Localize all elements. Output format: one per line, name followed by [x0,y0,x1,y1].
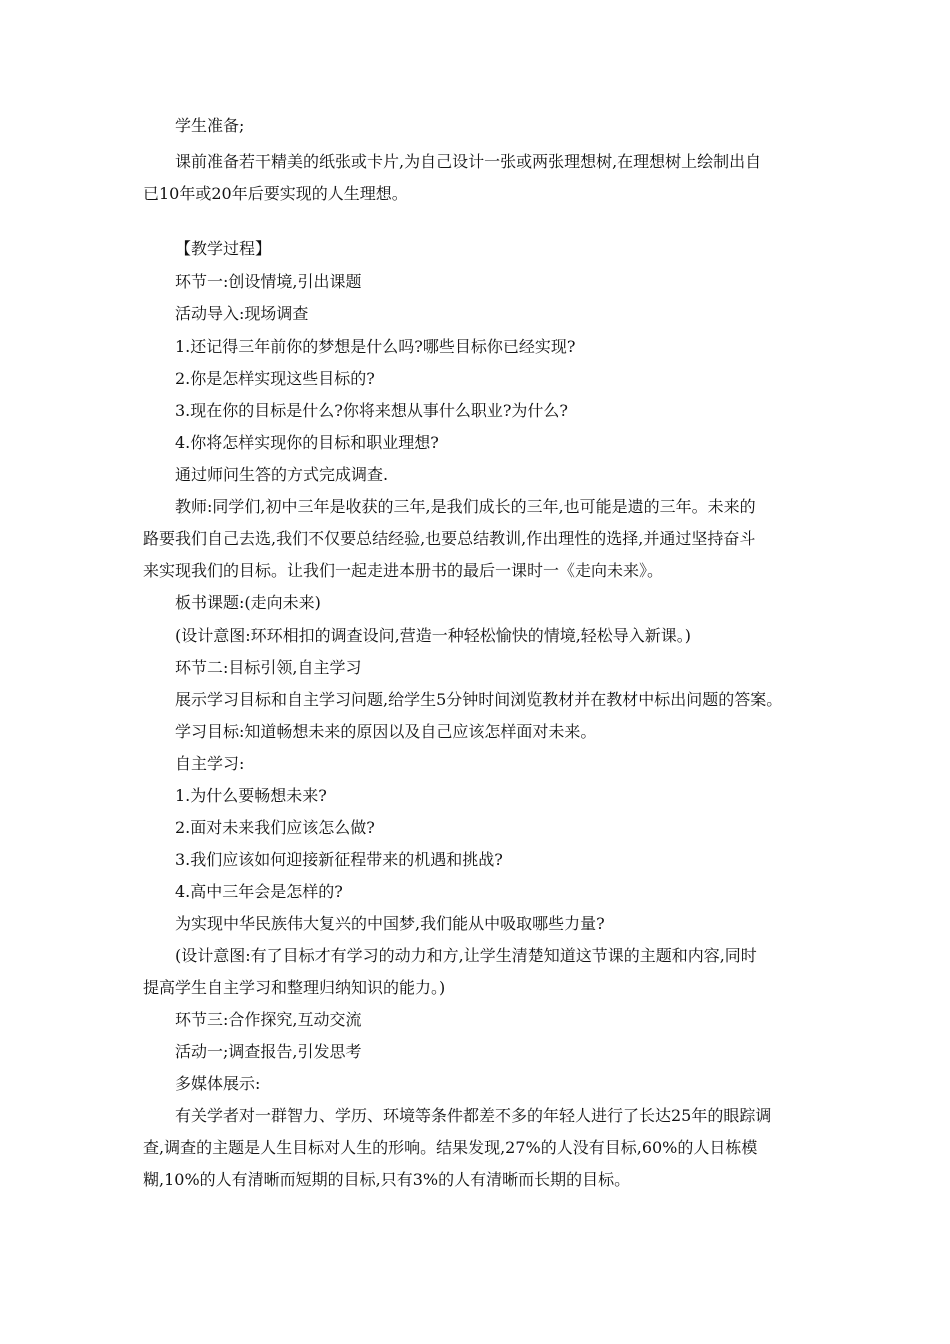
paragraph-line: 路要我们自己去选,我们不仅要总结经验,也要总结教训,作出理性的选择,并通过坚持奋斗 [143,529,756,548]
list-item: 3.现在你的目标是什么?你将来想从事什么职业?为什么? [175,401,569,420]
design-note: (设计意图:环环相扣的调查设问,营造一种轻松愉快的情境,轻松导入新课。) [175,626,692,645]
paragraph-line: 通过师问生答的方式完成调查. [175,465,389,484]
paragraph-line: 学习目标:知道畅想未来的原因以及自己应该怎样面对未来。 [175,722,597,741]
prep-text-line: 课前准备若干精美的纸张或卡片,为自己设计一张或两张理想树,在理想树上绘制出自 [175,152,762,171]
paragraph-line: 有关学者对一群智力、学历、环境等条件都差不多的年轻人进行了长达25年的眼踪调 [175,1106,772,1125]
design-note: (设计意图:有了目标才有学习的动力和方,让学生清楚知道这节课的主题和内容,同时 [175,946,757,965]
design-note: 提高学生自主学习和整理归纳知识的能力。) [143,978,446,997]
paragraph-line: 糊,10%的人有清晰而短期的目标,只有3%的人有清晰而长期的目标。 [143,1170,631,1189]
prep-text-line: 已10年或20年后要实现的人生理想。 [143,184,408,203]
section-title: 【教学过程】 [175,239,272,258]
list-item: 2.面对未来我们应该怎么做? [175,818,375,837]
paragraph-line: 为实现中华民族伟大复兴的中国梦,我们能从中吸取哪些力量? [175,914,605,933]
step-heading: 环节一:创设情境,引出课题 [175,272,362,291]
paragraph-line: 教师:同学们,初中三年是收获的三年,是我们成长的三年,也可能是遗的三年。未来的 [175,497,756,516]
list-item: 1.还记得三年前你的梦想是什么吗?哪些目标你已经实现? [175,337,576,356]
list-item: 2.你是怎样实现这些目标的? [175,369,375,388]
paragraph-line: 来实现我们的目标。让我们一起走进本册书的最后一课时一《走向未来》。 [143,561,664,580]
paragraph-line: 多媒体展示: [175,1074,261,1093]
paragraph-line: 板书课题:(走向未来) [175,593,321,612]
list-item: 4.高中三年会是怎样的? [175,882,343,901]
prep-heading: 学生准备; [175,116,245,135]
list-item: 4.你将怎样实现你的目标和职业理想? [175,433,439,452]
paragraph-line: 查,调查的主题是人生目标对人生的形响。结果发现,27%的人没有目标,60%的人日栋模 [143,1138,758,1157]
paragraph-line: 自主学习: [175,754,245,773]
step-heading: 环节三:合作探究,互动交流 [175,1010,362,1029]
paragraph-line: 活动一;调查报告,引发思考 [175,1042,362,1061]
list-item: 3.我们应该如何迎接新征程带来的机遇和挑战? [175,850,503,869]
list-item: 1.为什么要畅想未来? [175,786,327,805]
paragraph-line: 展示学习目标和自主学习问题,给学生5分钟时间浏览教材并在教材中标出问题的答案。 [175,690,783,709]
paragraph-line: 活动导入:现场调查 [175,304,309,323]
step-heading: 环节二:目标引领,自主学习 [175,658,362,677]
